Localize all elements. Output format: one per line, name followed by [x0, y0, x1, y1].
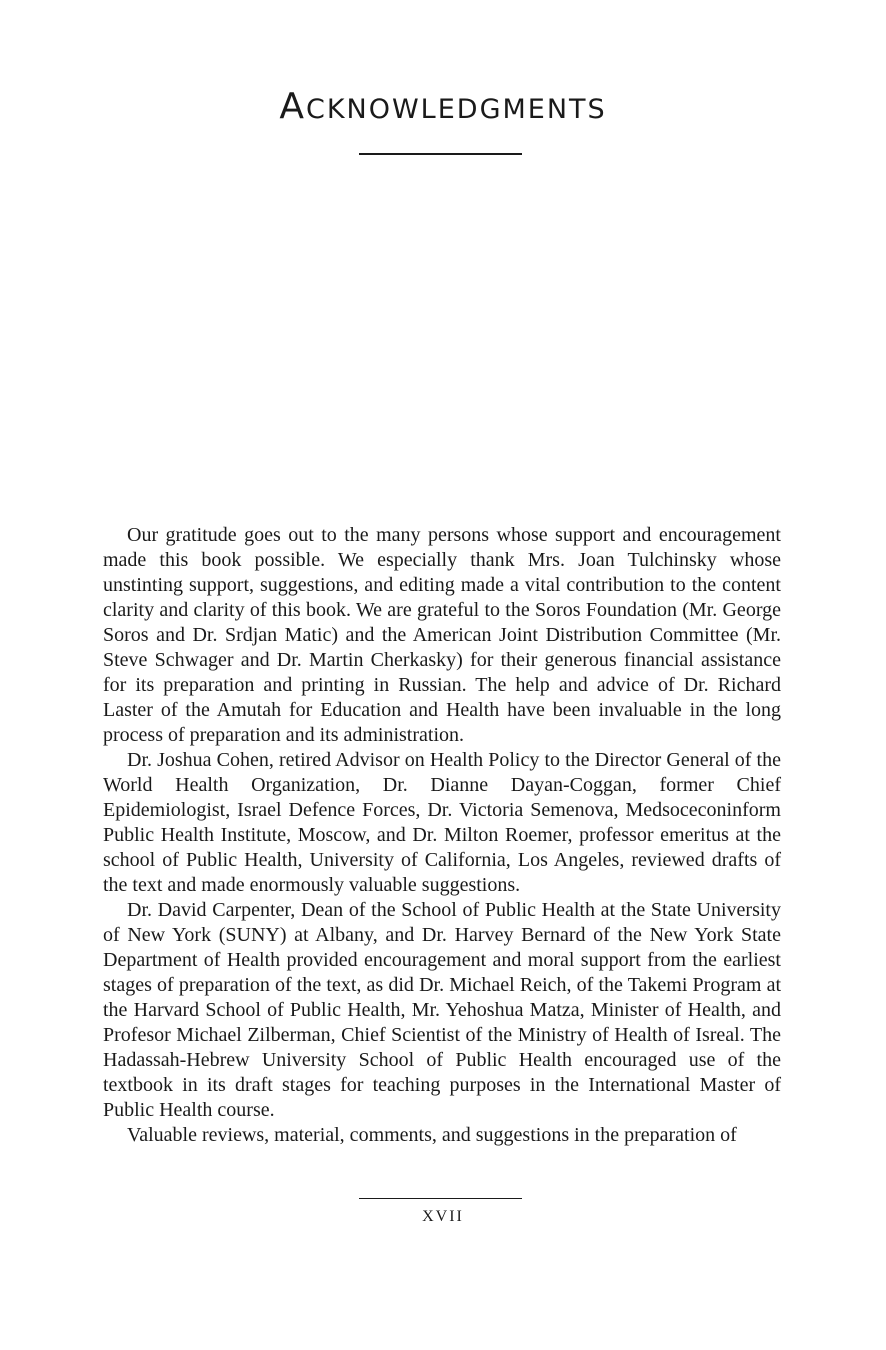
paragraph: Dr. David Carpenter, Dean of the School of Public Health at the State University of New York (SUNY) at Albany, and Dr. Harvey Bernard of the New York State Department of Health provided encouragement and moral support from the earliest stages of preparation of the text, as did Dr. Michael Reich, of the Takemi Program at the Harvard School of Public Health, Mr. Yehoshua Matza, Minister of Health, and Profesor Michael Zilberman, Chief Scientist of the Ministry of Health of Isreal. The Hadassah-Hebrew University School of Public Health encouraged use of the textbook in its draft stages for teaching purposes in the International Master of Public Health course.: [103, 899, 781, 1121]
page-title: [0, 86, 886, 127]
paragraph: Valuable reviews, material, comments, and suggestions in the preparation of: [127, 1124, 737, 1146]
paragraph: Our gratitude goes out to the many persons whose support and encouragement made this book possible. We especially thank Mrs. Joan Tulchinsky whose unstinting support, suggestions, and editing made a vital contribution to the content clarity and clarity of this book. We are grateful to the Soros Foundation (Mr. George Soros and Dr. Srdjan Matic) and the American Joint Distribution Committee (Mr. Steve Schwager and Dr. Martin Cherkasky) for their generous financial assistance for its preparation and printing in Russian. The help and advice of Dr. Richard Laster of the Amutah for Education and Health have been invaluable in the long process of preparation and its administration.: [103, 524, 781, 746]
title-underline: [359, 153, 522, 155]
footer-rule: [359, 1198, 522, 1199]
page-number: XVII: [422, 1208, 464, 1225]
title-initial: A: [279, 86, 306, 127]
paragraph: Dr. Joshua Cohen, retired Advisor on Health Policy to the Director General of the World Health Organization, Dr. Dianne Dayan-Coggan, former Chief Epidemiologist, Israel Defence Forces, Dr. Victoria Semenova, Medsoceconinform Public Health Institute, Moscow, and Dr. Milton Roemer, professor emeritus at the school of Public Health, University of California, Los Angeles, reviewed drafts of the text and made enormously valuable suggestions.: [103, 749, 781, 896]
title-rest: CKNOWLEDGMENTS: [305, 94, 607, 125]
acknowledgments-body: [103, 523, 781, 1148]
